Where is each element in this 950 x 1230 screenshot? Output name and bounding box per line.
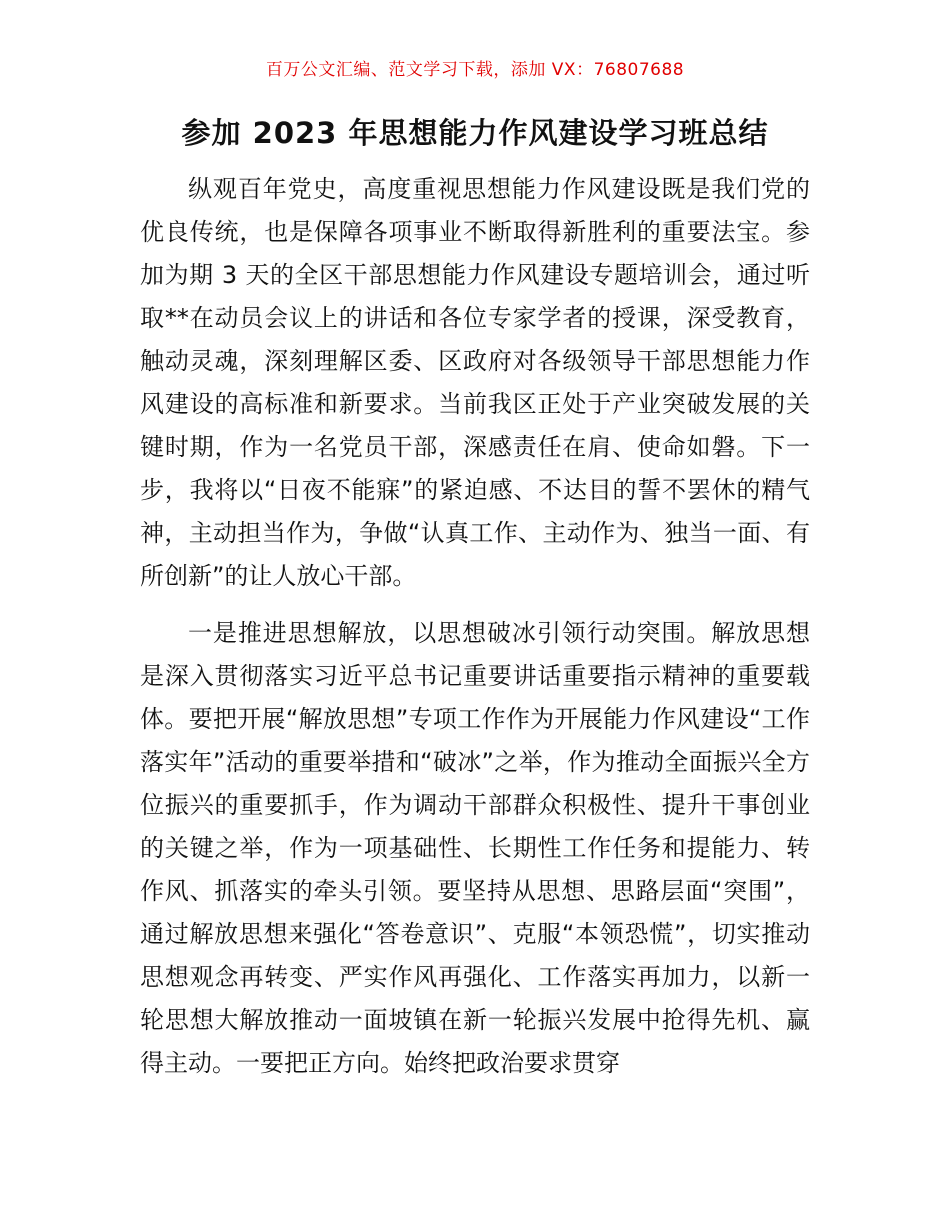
document-title: 参加 2023 年思想能力作风建设学习班总结: [181, 116, 769, 150]
paragraph-point-one: 一是推进思想解放，以思想破冰引领行动突围。解放思想是深入贯彻落实习近平总书记重要讲话重要指示精神的重要载体。要把开展“解放思想”专项工作作为开展能力作风建设“工作落实年”活动的重要举措和“破冰”之举，作为推动全面振兴全方位振兴的重要抓手，作为调动干部群众积极性、提升干事创业的关键之举，作为一项基础性、长期性工作任务和提能力、转作风、抓落实的牵头引领。要坚持从思想、思路层面“突围”，通过解放思想来强化“答卷意识”、克服“本领恐慌”，切实推动思想观念再转变、严实作风再强化、工作落实再加力，以新一轮思想大解放推动一面坡镇在新一轮振兴发展中抢得先机、赢得主动。一要把正方向。始终把政治要求贯穿: [140, 619, 810, 1077]
paragraph-intro: 纵观百年党史，高度重视思想能力作风建设既是我们党的优良传统，也是保障各项事业不断取得新胜利的重要法宝。参加为期 3 天的全区干部思想能力作风建设专题培训会，通过听取**在动员会议上的讲话和各位专家学者的授课，深受教育，触动灵魂，深刻理解区委、区政府对各级领导干部思想能力作风建设的高标准和新要求。当前我区正处于产业突破发展的关键时期，作为一名党员干部，深感责任在肩、使命如磐。下一步，我将以“日夜不能寐”的紧迫感、不达目的誓不罢休的精气神，主动担当作为，争做“认真工作、主动作为、独当一面、有所创新”的让人放心干部。: [140, 175, 810, 590]
header-watermark-note: 百万公文汇编、范文学习下载，添加 VX：76807688: [265, 60, 685, 80]
document-body: [140, 168, 810, 1085]
